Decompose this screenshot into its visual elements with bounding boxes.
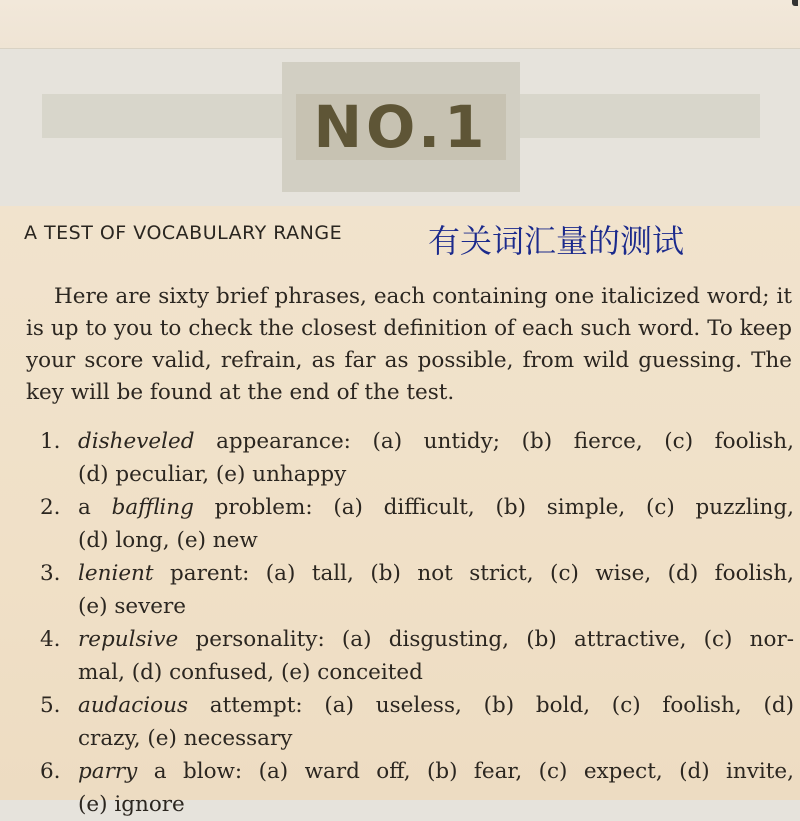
question-continuation: (e) ignore xyxy=(78,792,185,817)
question-post: personality: (a) disgusting, (b) attractive, (c) nor- xyxy=(178,627,794,652)
question-item xyxy=(26,425,794,491)
question-line xyxy=(26,689,794,722)
italic-word: disheveled xyxy=(78,429,195,454)
question-post: problem: (a) difficult, (b) simple, (c) puzzling, xyxy=(193,495,794,520)
question-post: a blow: (a) ward off, (b) fear, (c) expect, (d) invite, xyxy=(137,759,794,784)
question-line xyxy=(26,755,794,788)
intro-paragraph xyxy=(26,281,792,409)
question-post: attempt: (a) useless, (b) bold, (c) foolish, (d) xyxy=(188,693,794,718)
question-line xyxy=(26,623,794,656)
question-number: 5. xyxy=(40,693,61,718)
question-number: 1. xyxy=(40,429,61,454)
intro-text: Here are sixty brief phrases, each containing one italicized word; it is up to you to check the closest definition of each such word. To keep your score valid, refrain, as far as possible, from wild guessing. The key will be found at the end of the test. xyxy=(26,284,792,405)
question-post: appearance: (a) untidy; (b) fierce, (c) foolish, xyxy=(194,429,794,454)
question-line xyxy=(26,491,794,524)
question-continuation: (d) peculiar, (e) unhappy xyxy=(78,462,347,487)
question-continuation: (d) long, (e) new xyxy=(78,528,258,553)
question-number: 4. xyxy=(40,627,61,652)
question-continuation: mal, (d) confused, (e) conceited xyxy=(78,660,423,685)
question-post: parent: (a) tall, (b) not strict, (c) wise, (d) foolish, xyxy=(153,561,794,586)
question-pre: a xyxy=(78,495,112,520)
question-number: 2. xyxy=(40,495,61,520)
italic-word: baffling xyxy=(111,495,194,520)
banner-band-left xyxy=(42,94,292,138)
question-line xyxy=(26,425,794,458)
question-continuation: crazy, (e) necessary xyxy=(78,726,293,751)
question-list xyxy=(26,425,794,821)
question-continuation: (e) severe xyxy=(78,594,186,619)
chinese-title: 有关词汇量的测试 xyxy=(428,222,685,260)
italic-word: lenient xyxy=(78,561,154,586)
italic-word: audacious xyxy=(78,693,188,718)
italic-word: repulsive xyxy=(78,627,179,652)
section-number-badge: NO.1 xyxy=(313,93,489,161)
question-item xyxy=(26,557,794,623)
question-number: 6. xyxy=(40,759,61,784)
question-line xyxy=(26,557,794,590)
banner-band-right xyxy=(510,94,760,138)
question-item xyxy=(26,491,794,557)
question-number: 3. xyxy=(40,561,61,586)
previous-page-strip xyxy=(0,0,800,49)
question-item xyxy=(26,623,794,689)
test-title: A TEST OF VOCABULARY RANGE xyxy=(24,222,343,244)
question-item xyxy=(26,689,794,755)
question-item xyxy=(26,755,794,821)
page-corner-mark xyxy=(792,0,798,6)
italic-word: parry xyxy=(78,759,138,784)
